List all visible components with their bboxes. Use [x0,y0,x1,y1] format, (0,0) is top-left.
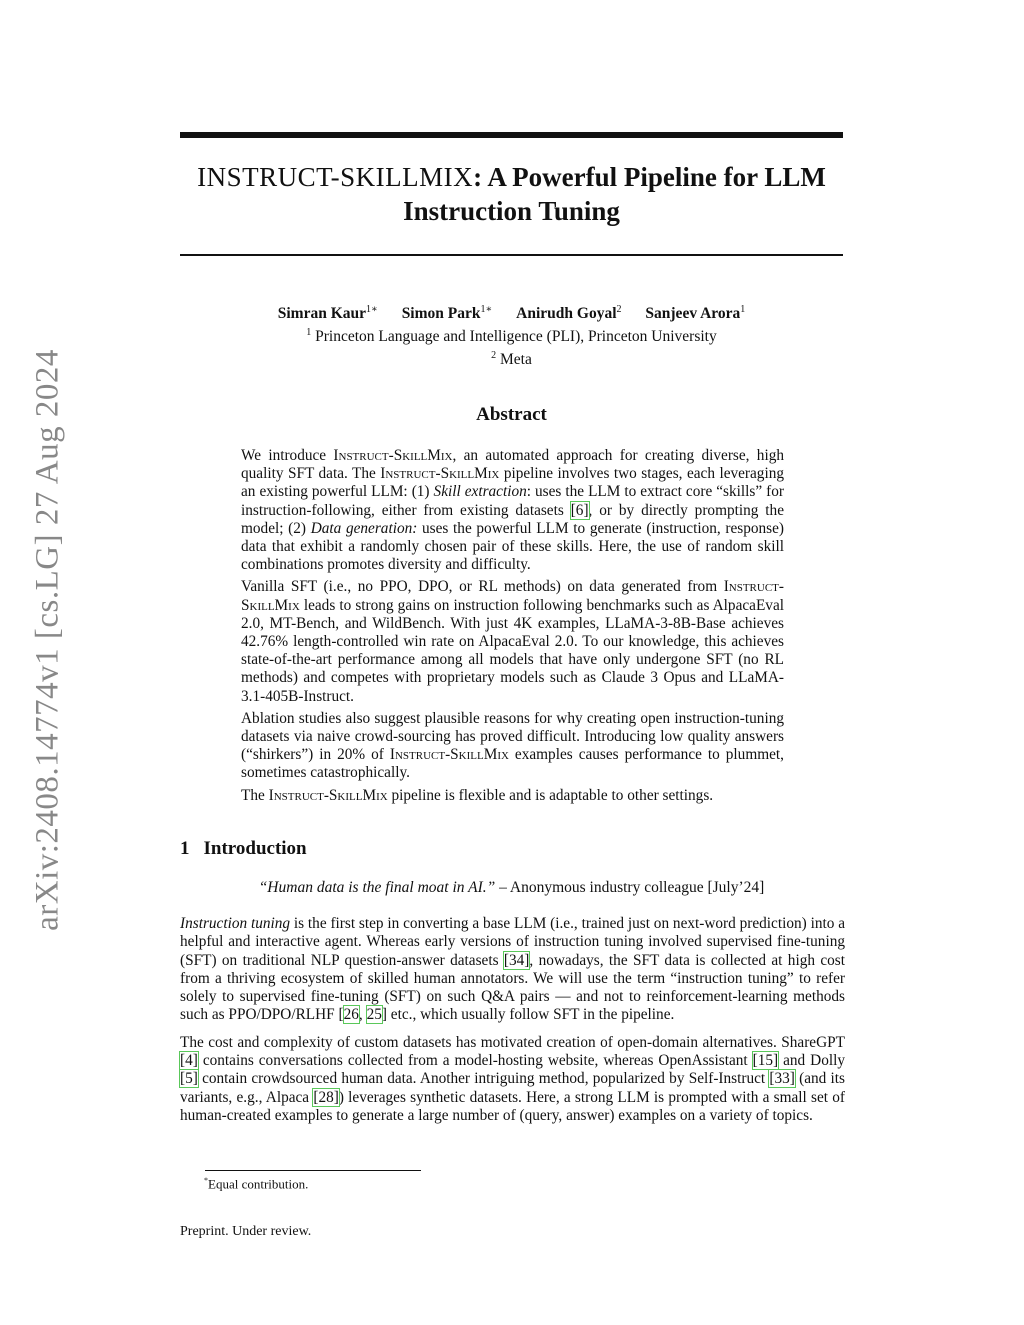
footnote: *Equal contribution. [204,1176,309,1192]
abstract-paragraph: The Instruct-SkillMix pipeline is flexible and is adaptable to other settings. [241,786,714,804]
citation-link[interactable]: [6] [570,501,589,519]
abstract-heading: Abstract [476,404,547,425]
title-system-name: INSTRUCT-SKILLMIX [197,162,474,192]
paper-title [180,160,843,228]
abstract-body [241,447,784,809]
citation-link[interactable]: 25 [366,1006,382,1024]
citation-link[interactable]: [4] [180,1052,198,1070]
author: Simran Kaur$^{1∗}$ [277,304,378,323]
author: Simon Park$^{1∗}$ [401,304,493,323]
title-line1: : A Powerful Pipeline for LLM [473,162,826,192]
body-paragraph: The cost and complexity of custom datasets has motivated creation of open-domain alternatives. ShareGPT [4] contains conversations collected from a model-hosting website, whereas OpenAssistant [15] and Dolly [5] contain crowdsourced human data. Another intriguing method, popularized by Self-Instruct [33] (and its variants, e.g., Alpaca [28]) leverages synthetic datasets. Here, a strong LLM is prompted with a small set of human-created examples to generate a large number of (query, answer) examples on a variety of topics. [180,1033,845,1124]
citation-link[interactable]: 26 [343,1006,359,1024]
citation-link[interactable]: [33] [769,1070,795,1088]
authors-block [180,300,843,369]
arxiv-identifier: arXiv:2408.14774v1 [cs.LG] 27 Aug 2024 [29,349,66,931]
abstract-paragraph: Vanilla SFT (i.e., no PPO, DPO, or RL methods) on data generated from Instruct-SkillMix leads to strong gains on instruction following benchmarks such as AlpacaEval 2.0, MT-Bench, and WildBench. With just 4K examples, LLaMA-3-8B-Base achieves 42.76% length-controlled win rate on AlpacaEval 2.0. To our knowledge, this achieves state-of-the-art performance among all models that have only undergone SFT (no RL methods) and competes with proprietary models such as Claude 3 Opus and LLaMA-3.1-405B-Instruct. [241,578,784,705]
title-line2: Instruction Tuning [403,196,620,226]
author: Anirudh Goyal$^2$ [516,304,622,323]
footer-note: Preprint. Under review. [180,1224,312,1239]
introduction-body [180,915,845,1134]
abstract-paragraph: We introduce Instruct-SkillMix, an automated approach for creating diverse, high quality SFT data. The Instruct-SkillMix pipeline involves two stages, each leveraging an existing powerful LLM: (1) Skill extraction: uses the LLM to extract core “skills” for instruction-following, either from existing datasets [6], or by directly prompting the model; (2) Data generation: uses the powerful LLM to generate (instruction, response) data that exhibit a randomly chosen pair of these skills. Here, the use of random skill combinations promotes diversity and difficulty. [241,447,784,574]
body-paragraph: Instruction tuning is the first step in converting a base LLM (i.e., trained just on next-word prediction) into a helpful and interactive agent. Whereas early versions of instruction tuning involved supervised fine-tuning (SFT) on traditional NLP question-answer datasets [34], nowadays, the SFT data is collected at high cost from a thriving ecosystem of skilled human annotators. We will use the term “instruction tuning” to refer solely to supervised fine-tuning (SFT) on such Q&A pairs — and not to reinforcement-learning methods such as PPO/DPO/RLHF [26, 25] etc., which usually follow SFT in the pipeline. [180,915,845,1024]
author: Sanjeev Arora$^1$ [645,304,746,323]
citation-link[interactable]: [28] [313,1088,339,1106]
citation-link[interactable]: [5] [180,1070,198,1088]
section-heading: 1 Introduction [180,838,307,859]
title-rule-top [180,132,843,138]
citation-link[interactable]: [34] [503,951,530,969]
citation-link[interactable]: [15] [752,1052,779,1070]
footnote-rule [205,1170,421,1171]
affiliation: $^1$ Princeton Language and Intelligence (PLI), Princeton University [306,327,717,346]
abstract-paragraph: Ablation studies also suggest plausible reasons for why creating open instruction-tuning datasets via naive crowd-sourcing has proved difficult. Introducing low quality answers (“shirkers”) in 20% of Instruct-SkillMix examples causes performance to plummet, sometimes catastrophically. [241,709,784,782]
epigraph-quote: “Human data is the final moat in AI.” – Anonymous industry colleague [July’24] [258,879,765,896]
author-names [180,300,843,323]
title-rule-bottom [180,254,843,256]
affiliation: $^2$ Meta [491,350,532,369]
